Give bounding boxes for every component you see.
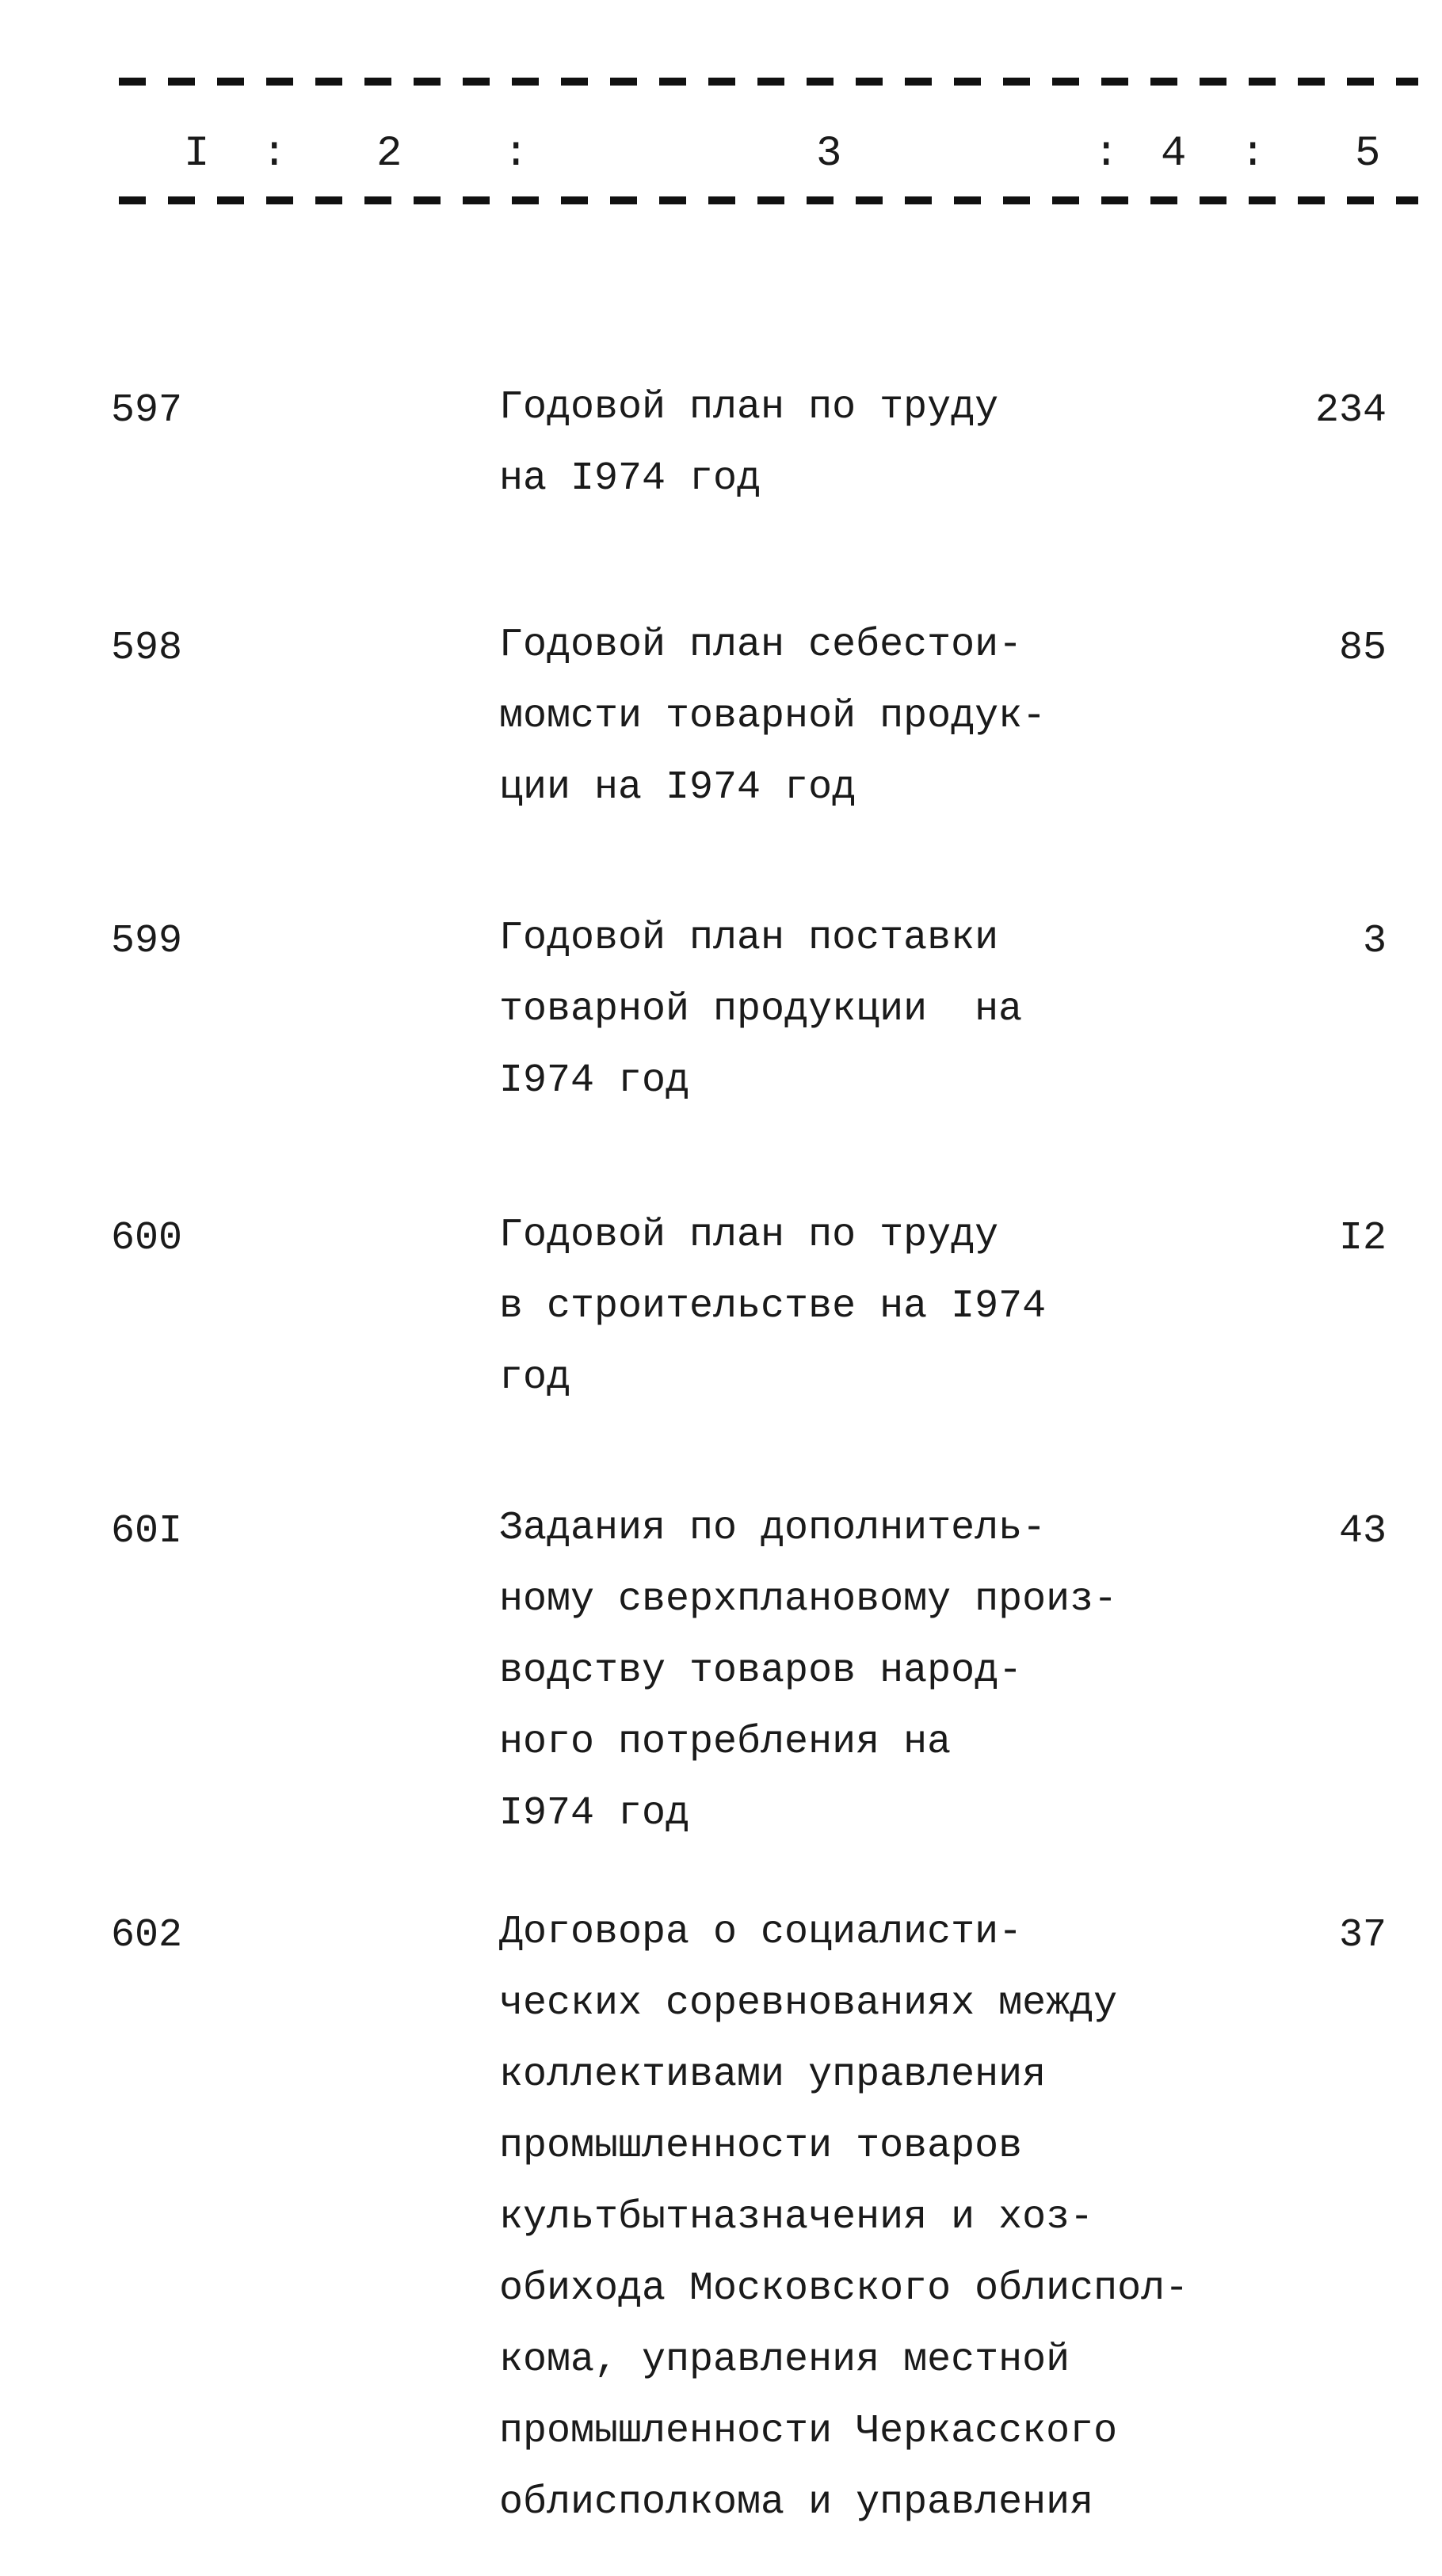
item-title	[499, 1897, 1188, 2539]
header-bottom-rule	[119, 196, 1418, 204]
item-title	[499, 1493, 1117, 1850]
title-line: товарной продукции на	[499, 987, 1023, 1032]
title-line: ции на I974 год	[499, 765, 856, 810]
title-line: Задания по дополнитель-	[499, 1506, 1047, 1551]
column-separator: :	[503, 130, 529, 178]
page-count: 43	[1338, 1509, 1387, 1554]
title-line: ческих соревнованиях между	[499, 1981, 1118, 2026]
title-line: I974 год	[499, 1791, 690, 1836]
title-line: в строительстве на I974	[499, 1284, 1047, 1329]
title-line: Годовой план себестои-	[499, 623, 1023, 668]
item-number: 600	[111, 1216, 183, 1261]
title-line: коллективами управления	[499, 2052, 1047, 2098]
item-title	[499, 1200, 1046, 1414]
title-line: промышленности товаров	[499, 2124, 1023, 2169]
title-line: водству товаров народ-	[499, 1648, 1023, 1694]
title-line: ному сверхплановому произ-	[499, 1577, 1118, 1622]
item-number: 602	[111, 1913, 183, 1958]
title-line: на I974 год	[499, 456, 761, 501]
title-line: промышленности Черкасского	[499, 2409, 1118, 2454]
column-4-header: 4	[1161, 130, 1187, 178]
item-number: 599	[111, 919, 183, 964]
column-separator: :	[1240, 130, 1266, 178]
item-number: 60I	[111, 1509, 183, 1554]
title-line: ного потребления на	[499, 1720, 952, 1765]
header-top-rule	[119, 78, 1418, 86]
title-line: обихода Московского облиспол-	[499, 2266, 1189, 2311]
page-count: 85	[1338, 626, 1387, 671]
title-line: год	[499, 1355, 571, 1400]
title-line: Годовой план по труду	[499, 385, 999, 430]
item-title	[499, 372, 998, 515]
title-line: Годовой план по труду	[499, 1213, 999, 1258]
item-number: 598	[111, 626, 183, 671]
page-count: 3	[1362, 919, 1387, 964]
title-line: Годовой план поставки	[499, 916, 999, 961]
title-line: кома, управления местной	[499, 2338, 1070, 2383]
title-line: момсти товарной продук-	[499, 694, 1047, 739]
title-line: I974 год	[499, 1058, 690, 1103]
column-2-header: 2	[376, 130, 402, 178]
title-line: облисполкома и управления	[499, 2480, 1094, 2525]
page-count: 37	[1338, 1913, 1387, 1958]
column-separator: :	[261, 130, 288, 178]
item-number: 597	[111, 388, 183, 433]
title-line: Договора о социалисти-	[499, 1910, 1023, 1955]
column-5-header: 5	[1355, 130, 1381, 178]
column-separator: :	[1093, 130, 1120, 178]
title-line: культбытназначения и хоз-	[499, 2195, 1094, 2240]
item-title	[499, 903, 1022, 1117]
page-count: I2	[1338, 1216, 1387, 1261]
item-title	[499, 610, 1046, 824]
page-count: 234	[1314, 388, 1387, 433]
column-3-header: 3	[816, 130, 842, 178]
column-1-header: I	[184, 130, 210, 178]
